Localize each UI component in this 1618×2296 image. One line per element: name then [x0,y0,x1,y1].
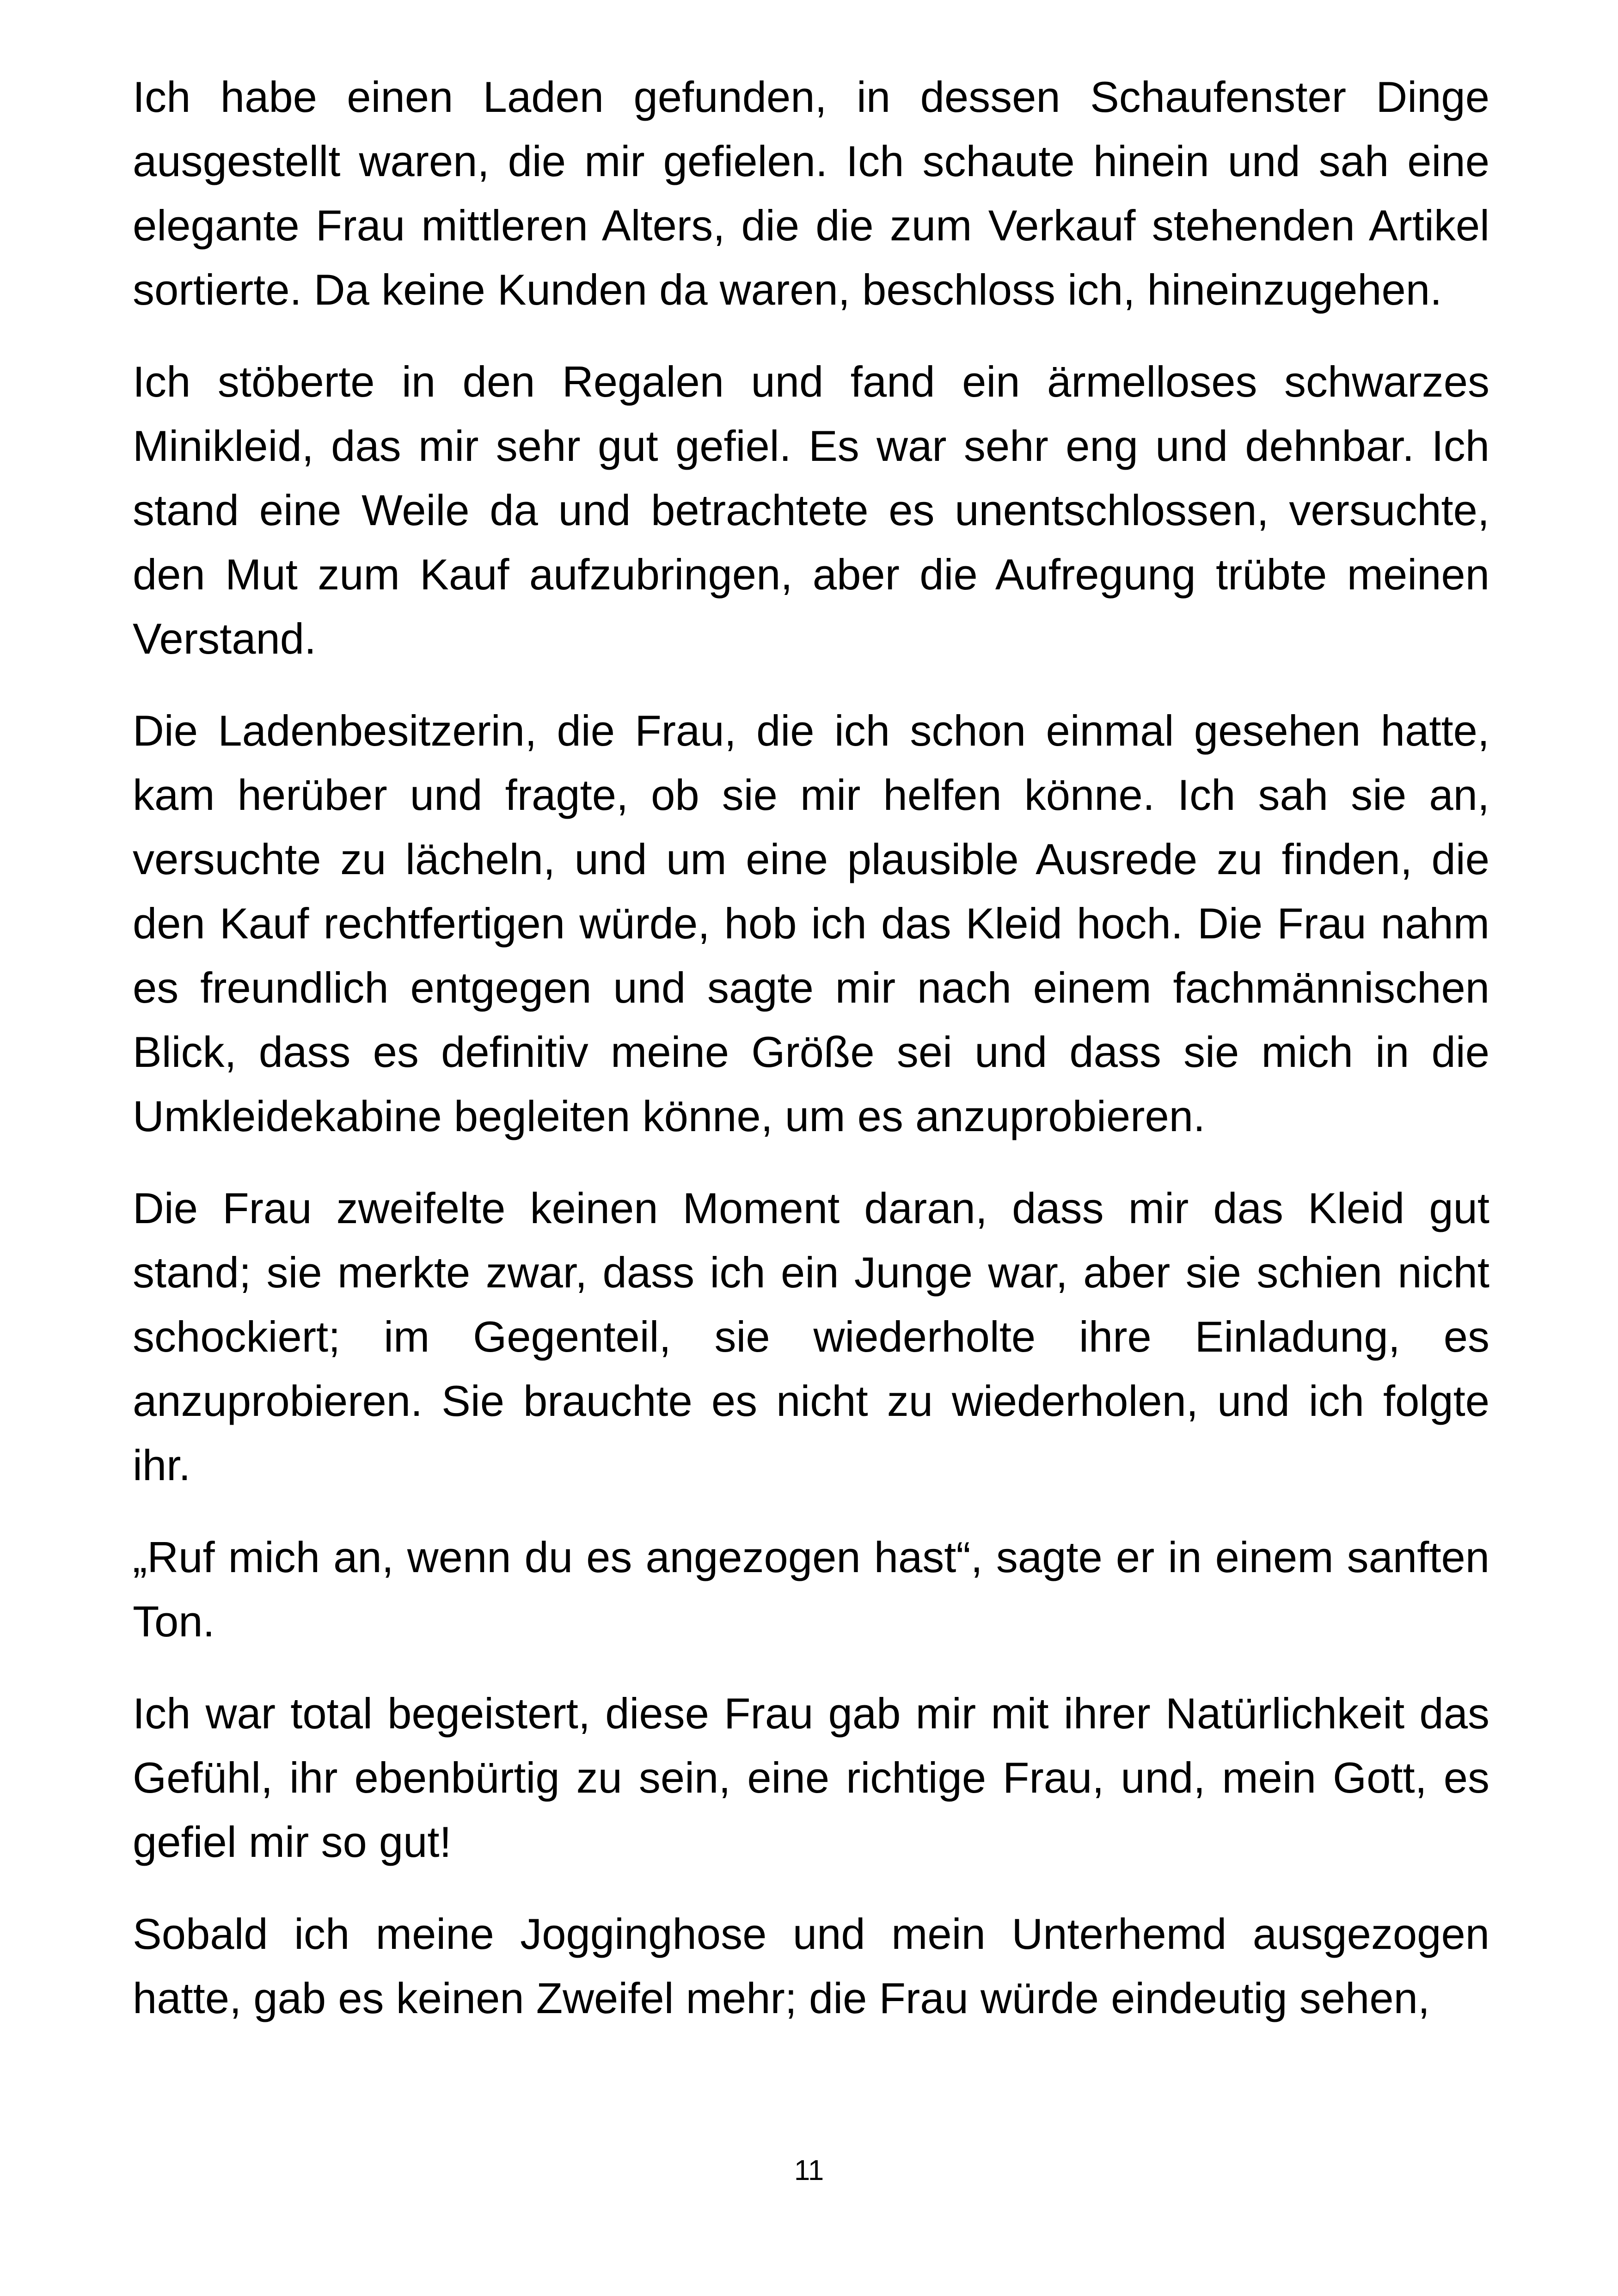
paragraph: Die Ladenbesitzerin, die Frau, die ich schon einmal gesehen hatte, kam herüber und fragte, ob sie mir helfen könne. Ich sah sie an, versuchte zu lächeln, und um eine plausible Ausrede zu finden, die den Kauf rechtfertigen würde, hob ich das Kleid hoch. Die Frau nahm es freundlich entgegen und sagte mir nach einem fachmännischen Blick, dass es definitiv meine Größe sei und dass sie mich in die Umkleidekabine begleiten könne, um es anzuprobieren. [133,706,1489,1140]
paragraph: Ich war total begeistert, diese Frau gab mir mit ihrer Natürlichkeit das Gefühl, ihr ebenbürtig zu sein, eine richtige Frau, und, mein Gott, es gefiel mir so gut! [133,1689,1489,1866]
paragraph: Sobald ich meine Jogginghose und mein Unterhemd ausgezogen hatte, gab es keinen Zweifel mehr; die Frau würde eindeutig sehen, [133,1910,1489,2022]
paragraph: „Ruf mich an, wenn du es angezogen hast“, sagte er in einem sanften Ton. [133,1533,1489,1646]
body-text [133,65,1489,2058]
paragraph: Die Frau zweifelte keinen Moment daran, dass mir das Kleid gut stand; sie merkte zwar, dass ich ein Junge war, aber sie schien nicht schockiert; im Gegenteil, sie wiederholte ihre Einladung, es anzuprobieren. Sie brauchte es nicht zu wiederholen, und ich folgte ihr. [133,1184,1489,1489]
paragraph: Ich stöberte in den Regalen und fand ein ärmelloses schwarzes Minikleid, das mir sehr gut gefiel. Es war sehr eng und dehnbar. Ich stand eine Weile da und betrachtete es unentschlossen, versuchte, den Mut zum Kauf aufzubringen, aber die Aufregung trübte meinen Verstand. [133,357,1489,663]
page-number: 11 [794,2155,824,2186]
paragraph: Ich habe einen Laden gefunden, in dessen Schaufenster Dinge ausgestellt waren, die mir gefielen. Ich schaute hinein und sah eine elegante Frau mittleren Alters, die die zum Verkauf stehenden Artikel sortierte. Da keine Kunden da waren, beschloss ich, hineinzugehen. [133,73,1489,314]
